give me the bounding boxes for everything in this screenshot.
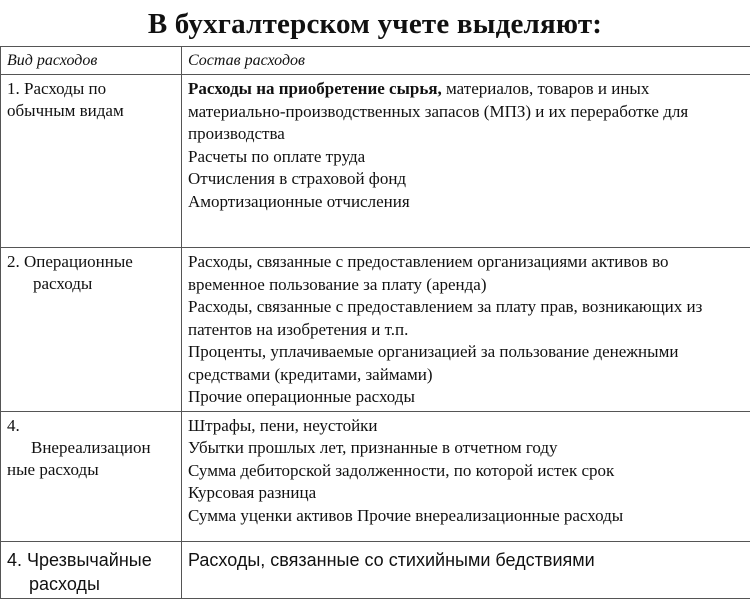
category-label: 4. Чрезвычайные <box>7 550 152 570</box>
expenses-table <box>0 46 750 599</box>
category-label: ные расходы <box>7 460 99 479</box>
category-cell <box>1 411 182 541</box>
list-item: Сумма уценки активов Прочие внереализационные расходы <box>188 505 744 528</box>
list-item: Отчисления в страховой фонд <box>188 168 744 191</box>
item-bold-lead: Расходы на приобретение сырья, <box>188 79 442 98</box>
list-item: Расчеты по оплате труда <box>188 146 744 169</box>
list-item: Курсовая разница <box>188 482 744 505</box>
items-cell <box>182 75 750 248</box>
page-title: В бухгалтерском учете выделяют: <box>0 8 750 41</box>
list-item: Расходы, связанные со стихийными бедствиями <box>188 548 744 572</box>
list-item: Штрафы, пени, неустойки <box>188 415 744 438</box>
category-label: 4. <box>7 416 20 435</box>
category-label: расходы <box>7 572 175 596</box>
list-item: Прочие операционные расходы <box>188 386 744 409</box>
category-label: 2. Операционные <box>7 252 133 271</box>
category-label: Внереализацион <box>7 437 175 459</box>
table-header-row <box>1 47 750 75</box>
category-cell <box>1 248 182 412</box>
list-item: Убытки прошлых лет, признанные в отчетном году <box>188 437 744 460</box>
table-row <box>1 541 750 598</box>
table-row <box>1 75 750 248</box>
column-header-type: Вид расходов <box>1 47 182 75</box>
list-item: Сумма дебиторской задолженности, по которой истек срок <box>188 460 744 483</box>
column-header-composition: Состав расходов <box>182 47 750 75</box>
list-item: Амортизационные отчисления <box>188 191 744 214</box>
list-item: Проценты, уплачиваемые организацией за пользование денежными средствами (кредитами, займами) <box>188 341 744 386</box>
list-item: Расходы, связанные с предоставлением организациями активов во временное пользование за плату (аренда) <box>188 251 744 296</box>
table-row <box>1 411 750 541</box>
category-cell <box>1 75 182 248</box>
table-row <box>1 248 750 412</box>
category-cell <box>1 541 182 598</box>
category-label: расходы <box>7 273 175 295</box>
category-label: обычным видам <box>7 101 124 120</box>
items-cell <box>182 411 750 541</box>
items-cell <box>182 541 750 598</box>
category-label: 1. Расходы по <box>7 79 106 98</box>
items-cell <box>182 248 750 412</box>
list-item: Расходы, связанные с предоставлением за плату прав, возникающих из патентов на изобретения и т.п. <box>188 296 744 341</box>
item-text: материалов, товаров и иных материально-производственных запасов (МПЗ) и их переработке для производства <box>188 79 688 143</box>
list-item <box>188 78 744 146</box>
